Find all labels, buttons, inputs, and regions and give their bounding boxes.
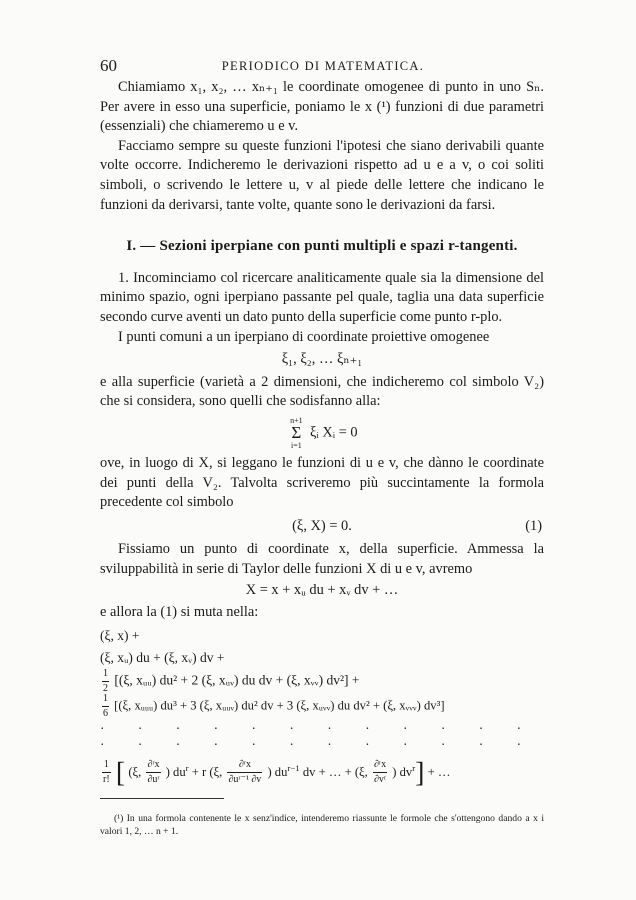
- expansion-line-1: (ξ, x) +: [100, 627, 140, 643]
- equation-taylor: X = x + xᵤ du + xᵥ dv + …: [245, 582, 399, 599]
- paragraph-taylor: Fissiamo un punto di coordinate x, della superficie. Ammessa la sviluppabilità in serie di Taylor delle funzioni X di u e v, avremo: [100, 541, 544, 577]
- paragraph-becomes: e allora la (1) si muta nella:: [100, 604, 259, 621]
- sum-upper: n+1: [290, 415, 303, 425]
- running-title: PERIODICO DI MATEMATICA.: [221, 59, 425, 73]
- sum-symbol: n+1 Σ i=1: [286, 416, 306, 450]
- expansion-formula: [100, 625, 544, 787]
- equation-1-body: (ξ, X) = 0.: [292, 517, 352, 534]
- expansion-line-2: (ξ, xᵤ) du + (ξ, xᵥ) dv +: [100, 649, 225, 665]
- expansion-line-r: $\frac{1}{r!}$ [ (ξ, $\frac{\text{∂ʳx}}{\text{∂uʳ}}$ ) $du^r + r$ (ξ, $\frac{\text{∂ʳx}}{\text{∂uʳ⁻¹ ∂v}}$ ) $du^{r-1}$ dv + … + (ξ, $\frac{\text{∂ʳx}}{\text{∂vʳ}}$ ) $dv^r$] + …: [103, 756, 451, 788]
- paragraph-surface: e alla superficie (varietà a 2 dimensioni, che indicheremo col simbolo V₂) che si considera, sono quelli che sodisfanno alla:: [100, 373, 544, 410]
- expansion-dots: · · · · · · · · · · · · · · · · · · · · · · · ·: [100, 720, 537, 752]
- footnote-rule: [100, 798, 224, 799]
- paragraph-hyperplane: I punti comuni a un iperpiano di coordinate proiettive omogenee: [118, 328, 490, 345]
- paragraph-derivatives: Facciamo sempre su queste funzioni l'ipotesi che siano derivabili quante volte occorre. Indicheremo le derivazioni rispetto ad u e a v, o coi soliti simboli, o scrivendo le lettere u, v al piede delle lettere che indicano le funzioni da derivarsi, tante volte, quante sono le derivazioni da farsi.: [100, 137, 544, 213]
- page-number: 60: [100, 56, 117, 75]
- equation-1-label: (1): [525, 517, 542, 534]
- footnote-text: (¹) In una formola contenente le x senz'indice, intenderemo riassunte le formole che s'ottengono dando a x i valori 1, 2, … n + 1.: [100, 813, 544, 837]
- body-text: [100, 78, 544, 787]
- paragraph-1: 1. Incominciamo col ricercare analiticamente quale sia la dimensione del minimo spazio, ogni iperpiano passante pel quale, taglia una data superficie secondo curve aventi un dato punto della superficie come punto r-plo.: [100, 269, 544, 325]
- section-heading: I. — Sezioni iperpiane con punti multipli e spazi r-tangenti.: [126, 238, 518, 255]
- sum-lower: i=1: [291, 440, 302, 450]
- paragraph-coordinates: ove, in luogo di X, si leggano le funzioni di u e v, che dànno le coordinate dei punti della V₂. Talvolta scriveremo più succintamente la formola precedente col simbolo: [100, 454, 544, 511]
- equation-xi: ξ₁, ξ₂, … ξₙ₊₁: [281, 351, 363, 368]
- expansion-line-4: $\frac{1}{6}$ [(ξ, xᵤᵤᵤ) du³ + 3 (ξ, xᵤᵤᵥ) du² dv + 3 (ξ, xᵤᵥᵥ) du dv² + (ξ, xᵥᵥᵥ) dv³]: [103, 692, 445, 719]
- equation-sum: [100, 416, 544, 450]
- paragraph-intro: Chiamiamo x₁, x₂, … xₙ₊₁ le coordinate omogenee di punto in uno Sₙ. Per avere in esso una superficie, poniamo le x (¹) funzioni di due parametri (essenziali) che chiameremo u e v.: [100, 79, 544, 135]
- sum-body: ξᵢ Xᵢ = 0: [309, 424, 358, 441]
- footnote: [100, 812, 544, 838]
- expansion-line-3: $\frac{1}{2}$ [(ξ, xᵤᵤ) du² + 2 (ξ, xᵤᵥ) du dv + (ξ, xᵥᵥ) dv²] +: [103, 667, 360, 694]
- equation-1: [100, 517, 544, 537]
- page-header: [100, 56, 546, 76]
